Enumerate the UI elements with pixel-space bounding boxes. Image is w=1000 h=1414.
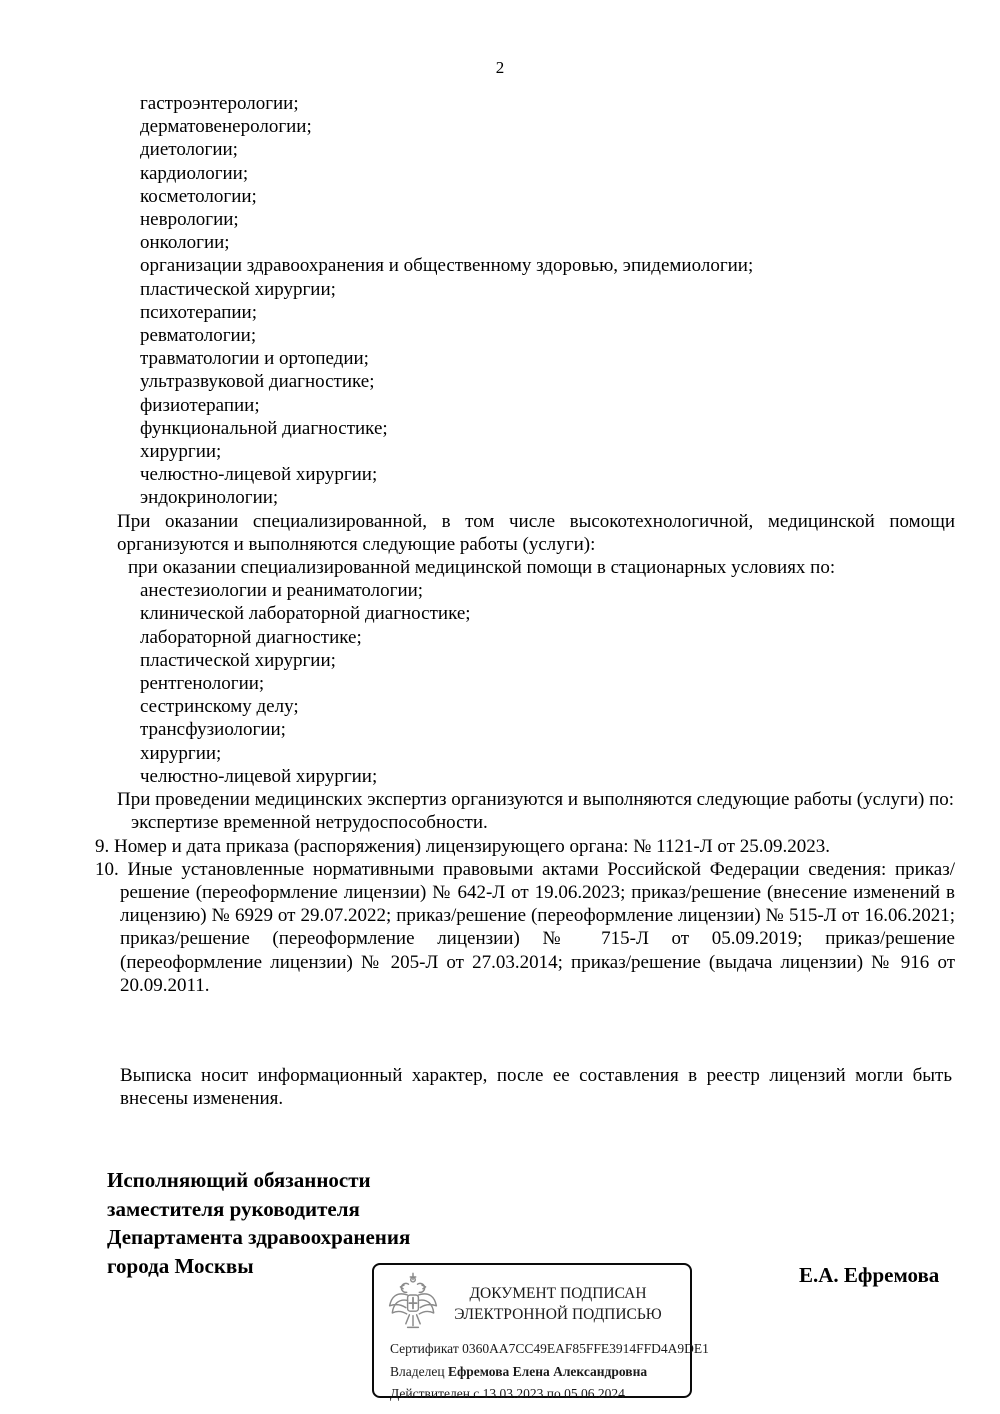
list-item: травматологии и ортопедии; [140,348,369,370]
specialties-list-inpatient [0,579,1000,788]
owner-label: Владелец [390,1363,445,1379]
list-item: ревматологии; [140,325,257,347]
list-item: челюстно-лицевой хирургии; [140,765,378,787]
double-headed-eagle-icon [386,1271,440,1337]
certificate-value: 0360AA7CC49EAF85FFE3914FFD4A9DE1 [462,1341,709,1356]
subline-inpatient-care: при оказании специализированной медицинской помощи в стационарных условиях по: [128,557,836,579]
stamp-details [374,1337,709,1406]
signatory-name: Е.А. Ефремова [799,1263,940,1287]
list-item: рентгенологии; [140,673,265,695]
stamp-title-line2: ЭЛЕКТРОННОЙ ПОДПИСЬЮ [454,1306,662,1323]
informational-note: Выписка носит информационный характер, после ее составления в реестр лицензий могли быть внесены изменения. [120,1064,952,1110]
electronic-signature-stamp [372,1263,709,1402]
stamp-title-line1: ДОКУМЕНТ ПОДПИСАН [469,1285,647,1302]
list-item: челюстно-лицевой хирургии; [140,464,378,486]
list-item: лабораторной диагностике; [140,626,362,648]
list-item: анестезиологии и реаниматологии; [140,580,424,602]
stamp-header [374,1265,690,1337]
paragraph-specialized-care: При оказании специализированной, в том числе высокотехнологичной, медицинской помощи организуются и выполняются следующие работы (услуги): [117,510,955,555]
list-item: города Москвы [107,1253,254,1278]
list-item: хирургии; [140,742,222,764]
list-item: пластической хирургии; [140,278,336,300]
list-item: заместителя руководителя [107,1196,360,1221]
list-item: Исполняющий обязанности [107,1168,371,1193]
list-item: диетологии; [140,139,238,161]
list-item: ультразвуковой диагностике; [140,371,375,393]
specialties-list-outpatient [0,92,1000,510]
stamp-owner-line [390,1361,682,1384]
list-item: хирургии; [140,441,222,463]
paragraph-medical-expertise: При проведении медицинских экспертиз организуются и выполняются следующие работы (услуги) по: [117,789,955,811]
owner-value: Ефремова Елена Александровна [447,1363,648,1379]
list-item: физиотерапии; [140,394,260,416]
list-item: организации здравоохранения и общественному здоровью, эпидемиологии; [140,255,754,277]
list-item: трансфузиологии; [140,719,286,741]
stamp-validity-line: Действителен с 13.03.2023 по 05.06.2024 [390,1386,625,1402]
list-item: кардиологии; [140,162,249,184]
item-9-order-number: 9. Номер и дата приказа (распоряжения) лицензирующего органа: № 1121-Л от 25.09.2023. [95,835,830,857]
item-10-other-information: 10. Иные установленные нормативными правовыми актами Российской Федерации сведения: приказ/решение (переоформление лицензии) № 642-Л от 19.06.2023; приказ/решение (внесение изменений в лицензию) № 6929 от 29.07.2022; приказ/решение (переоформление лицензии) № 515-Л от 16.06.2021; приказ/решение (переоформление лицензии) № 715-Л от 05.09.2019; приказ/решение (переоформление лицензии) № 205-Л от 27.03.2014; приказ/решение (выдача лицензии) № 916 от 20.09.2011. [95,858,955,996]
certificate-label: Сертификат [390,1341,459,1356]
page-number: 2 [495,58,505,77]
stamp-certificate-line [390,1338,709,1361]
list-item: Департамента здравоохранения [107,1225,411,1250]
list-item: эндокринологии; [140,487,279,509]
stamp-title [440,1283,680,1325]
list-item: гастроэнтерологии; [140,93,299,114]
list-item: клинической лабораторной диагностике; [140,603,471,625]
list-item: сестринскому делу; [140,696,299,718]
subline-expertise: экспертизе временной нетрудоспособности. [131,812,488,834]
list-item: дерматовенерологии; [140,116,312,138]
list-item: функциональной диагностике; [140,417,388,439]
list-item: психотерапии; [140,301,257,323]
list-item: косметологии; [140,185,257,207]
list-item: пластической хирургии; [140,649,336,671]
list-item: неврологии; [140,209,239,231]
list-item: онкологии; [140,232,230,254]
